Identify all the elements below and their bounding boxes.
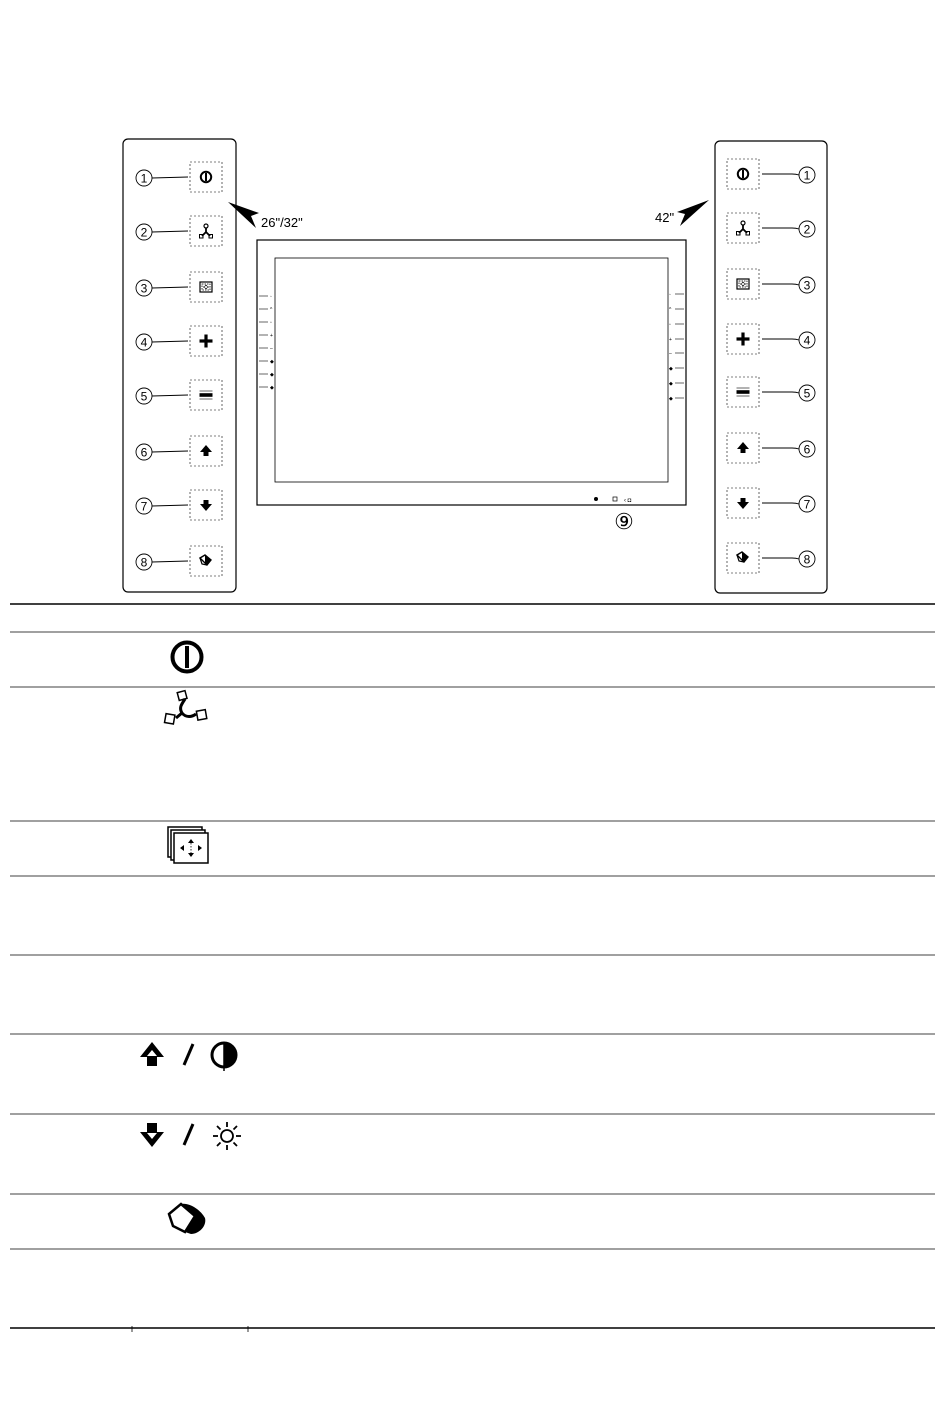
- left-panel-number: 7: [140, 499, 148, 514]
- svg-text:‹ ◘: ‹ ◘: [624, 498, 632, 504]
- table-slash-1: [184, 1044, 193, 1065]
- right-panel-number: 2: [803, 222, 811, 237]
- bottom-indicator-label: ⑨: [614, 509, 634, 534]
- svg-text:◦: ◦: [669, 292, 671, 298]
- monitor-front: [257, 240, 686, 505]
- left-panel-number: 4: [140, 335, 148, 350]
- right-panel-number: 4: [803, 333, 811, 348]
- left-panel-number: 1: [140, 171, 148, 186]
- svg-text:◆: ◆: [270, 359, 274, 365]
- table-power-icon: [173, 643, 202, 672]
- left-panel-number: 2: [140, 225, 148, 240]
- left-panel-number: 8: [140, 555, 148, 570]
- table-auto-adjust-icon: [168, 827, 208, 863]
- svg-text:◆: ◆: [669, 366, 673, 372]
- right-panel-number: 7: [803, 497, 811, 512]
- arrow-large-size: [677, 200, 709, 226]
- table-menu-book-icon: [169, 1204, 205, 1234]
- table-up-triangle-icon: [140, 1042, 164, 1066]
- size-label-large: 42": [655, 210, 675, 225]
- svg-text:◆: ◆: [669, 381, 673, 387]
- table-down-triangle-icon: [140, 1123, 164, 1147]
- table-brightness-icon: [213, 1122, 241, 1150]
- table-contrast-icon: [212, 1043, 236, 1071]
- svg-text:◆: ◆: [669, 396, 673, 402]
- table-input-source-icon: [165, 691, 207, 724]
- svg-text:◆: ◆: [270, 372, 274, 378]
- right-panel-number: 3: [803, 278, 811, 293]
- svg-text:–: –: [270, 346, 273, 352]
- svg-text:+: +: [270, 333, 273, 339]
- bottom-power-led: [594, 497, 598, 501]
- svg-text:▫: ▫: [669, 322, 671, 328]
- right-panel-number: 8: [803, 552, 811, 567]
- table-slash-2: [184, 1124, 193, 1145]
- svg-text:^: ^: [270, 307, 273, 313]
- svg-text:◆: ◆: [270, 385, 274, 391]
- left-panel-number: 3: [140, 281, 148, 296]
- left-panel-number: 5: [140, 389, 148, 404]
- left-control-panel: [123, 139, 236, 592]
- svg-text:◦: ◦: [270, 294, 272, 300]
- svg-text:+: +: [669, 337, 672, 343]
- svg-text:^: ^: [669, 307, 672, 313]
- right-panel-number: 6: [803, 442, 811, 457]
- left-panel-number: 6: [140, 445, 148, 460]
- right-panel-number: 5: [803, 386, 811, 401]
- svg-text:–: –: [669, 351, 672, 357]
- right-control-panel: [715, 141, 827, 593]
- right-panel-number: 1: [803, 168, 811, 183]
- size-label-small: 26"/32": [261, 215, 303, 230]
- function-table: [10, 604, 935, 1328]
- svg-text:▫: ▫: [270, 320, 272, 326]
